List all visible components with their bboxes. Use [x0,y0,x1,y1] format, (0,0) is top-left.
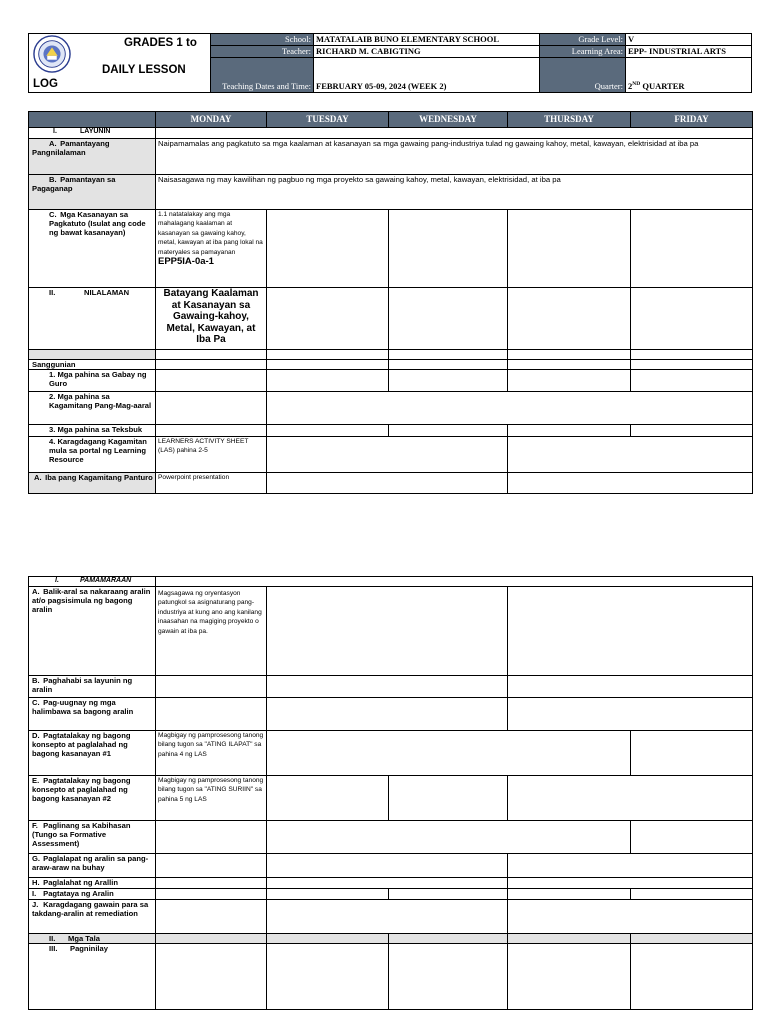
label-balik-aral: A. Balik-aral sa nakaraang aralin at/o pagsisimula ng bagong aralin [29,587,156,676]
cell [267,854,508,878]
label-kasanayan: C. Mga Kasanayan sa Pagkatuto (Isulat ang code ng bawat kasanayan) [29,210,156,288]
cell [508,587,753,676]
cell [389,425,508,437]
cell [156,350,267,360]
cell [267,360,389,370]
cell [156,392,267,425]
cell [267,698,508,731]
cell [267,776,389,821]
cell [267,944,389,1010]
cell [508,473,753,494]
cell [156,878,267,889]
cell [508,878,753,889]
label-teksbuk: 3. Mga pahina sa Teksbuk [29,425,156,437]
label-pagtatalakay-1: D. Pagtatalakay ng bagong konsepto at paglalahad ng bagong kasanayan #1 [29,731,156,776]
dates-value: FEBRUARY 05-09, 2024 (WEEK 2) [314,58,540,93]
cell [156,821,267,854]
cell [631,425,753,437]
text-pagtatalakay-2: Magbigay ng pamprosesong tanong bilang tugon sa "ATING SURIIN" sa pahina 5 ng LAS [156,776,267,821]
cell [267,370,389,392]
title-line2: DAILY LESSON [102,64,186,76]
label-pagtataya: I. Pagtataya ng Aralin [29,889,156,900]
cell [267,731,631,776]
cell [631,350,753,360]
cell [156,370,267,392]
text-balik-aral: Magsagawa ng oryentasyon patungkol sa asignaturang pang-industriya at kung ano ang kanilang inaasahan na magiging proyekto o gawain at iba pa. [156,587,267,676]
day-wednesday: WEDNESDAY [389,112,508,128]
cell [631,288,753,350]
cell [267,587,508,676]
cell [508,889,631,900]
cell [508,854,753,878]
label-pamantayan-sa-pagaganap: B. Pamantayan sa Pagaganap [29,175,156,210]
title-line1: GRADES 1 to [124,37,197,49]
label-pagninilay: III. Pagninilay [29,944,156,1010]
cell [508,370,631,392]
quarter-label: Quarter: [540,58,626,93]
dates-label: Teaching Dates and Time: [211,58,314,93]
cell [156,676,267,698]
area-label: Learning Area: [540,46,626,58]
day-monday: MONDAY [156,112,267,128]
label-paglalapat: G. Paglalapat ng aralin sa pang-araw-araw na buhay [29,854,156,878]
cell [267,473,508,494]
cell [508,944,631,1010]
cell [389,776,508,821]
section-nilalaman: II. NILALAMAN [29,288,156,350]
school-value: MATATALAIB BUNO ELEMENTARY SCHOOL [314,34,540,46]
cell [267,392,753,425]
label-pag-uugnay: C. Pag-uugnay ng mga halimbawa sa bagong aralin [29,698,156,731]
cell [389,288,508,350]
cell [156,889,267,900]
cell [156,577,753,587]
cell [389,350,508,360]
label-pagtatalakay-2: E. Pagtatalakay ng bagong konsepto at paglalahad ng bagong kasanayan #2 [29,776,156,821]
label-paglalahat: H. Paglalahat ng Arallin [29,878,156,889]
label-learning-resource: 4. Karagdagang Kagamitan mula sa portal ng Learning Resource [29,437,156,473]
area-value: EPP- INDUSTRIAL ARTS [626,46,752,58]
text-kasanayan: 1.1 natatalakay ang mga mahalagang kaalaman at kasanayan sa gawaing kahoy, metal, kawayan at iba pang lokal na materyales sa pamayanan EPP5IA-0a-1 [156,210,267,288]
text-nilalaman: Batayang Kaalaman at Kasanayan sa Gawaing-kahoy, Metal, Kawayan, at Iba Pa [156,288,267,350]
competency-code: EPP5IA-0a-1 [158,256,214,268]
cell [267,821,631,854]
cell [389,934,508,944]
label-paghahabi: B. Paghahabi sa layunin ng aralin [29,676,156,698]
cell [267,437,508,473]
cell [631,821,753,854]
label-paglinang: F. Paglinang sa Kabihasan (Tungo sa Formative Assessment) [29,821,156,854]
header-title-cell [29,34,211,93]
teacher-label: Teacher: [211,46,314,58]
cell [508,210,631,288]
cell [631,889,753,900]
grade-value: V [626,34,752,46]
cell [156,934,267,944]
cell [508,934,631,944]
cell [267,425,389,437]
label-pamantayang-pangnilalaman: A. Pamantayang Pangnilalaman [29,139,156,175]
cell [267,934,389,944]
cell [508,676,753,698]
cell [267,210,389,288]
layunin-empty [156,128,753,139]
cell [267,288,389,350]
cell [156,698,267,731]
cell [267,900,508,934]
cell [267,350,389,360]
cell [156,360,267,370]
day-header-blank [29,112,156,128]
label-iba-pang-kagamitan: A. Iba pang Kagamitang Panturo [29,473,156,494]
label-karagdagang-gawain: J. Karagdagang gawain para sa takdang-aralin at remediation [29,900,156,934]
cell [389,889,508,900]
cell [267,889,389,900]
label-kagamitang-pang-mag-aaral: 2. Mga pahina sa Kagamitang Pang-Mag-aaral [29,392,156,425]
day-tuesday: TUESDAY [267,112,389,128]
cell [631,370,753,392]
cell [389,360,508,370]
lesson-table-2 [28,576,753,1010]
deped-seal-icon [33,35,71,73]
cell [508,900,753,934]
day-thursday: THURSDAY [508,112,631,128]
cell [508,437,753,473]
cell [631,210,753,288]
teacher-value: RICHARD M. CABIGTING [314,46,540,58]
cell [156,854,267,878]
label-gabay-ng-guro: 1. Mga pahina sa Gabay ng Guro [29,370,156,392]
text-pamantayan-sa-pagaganap: Naisasagawa ng may kawilihan ng pagbuo ng mga proyekto sa gawaing kahoy, metal, kawayan, elektrisidad, at iba pa [156,175,753,210]
cell [508,425,631,437]
cell [631,360,753,370]
cell [156,944,267,1010]
quarter-value: 2ND QUARTER [626,58,752,93]
cell [389,944,508,1010]
text-iba-pang-kagamitan: Powerpoint presentation [156,473,267,494]
title-line3: LOG [33,78,58,90]
cell [631,944,753,1010]
grade-label: Grade Level: [540,34,626,46]
label-mga-tala: II. Mga Tala [29,934,156,944]
lesson-table-1 [28,111,753,494]
school-label: School: [211,34,314,46]
day-friday: FRIDAY [631,112,753,128]
cell [156,900,267,934]
cell [389,210,508,288]
cell [267,878,508,889]
text-pagtatalakay-1: Magbigay ng pamprosesong tanong bilang tugon sa "ATING ILAPAT" sa pahina 4 ng LAS [156,731,267,776]
cell [631,934,753,944]
header-table [28,33,752,93]
label-sanggunian: Sanggunian [29,360,156,370]
text-learning-resource: LEARNERS ACTIVITY SHEET (LAS) pahina 2-5 [156,437,267,473]
cell [508,360,631,370]
cell [508,350,631,360]
cell [508,288,631,350]
cell [508,776,753,821]
cell [29,350,156,360]
section-pamamaraan: I. PAMAMARAAN [29,577,156,587]
section-layunin: I. LAYUNIN [29,128,156,139]
text-pamantayang-pangnilalaman: Naipamamalas ang pagkatuto sa mga kaalaman at kasanayan sa mga gawaing pang-industriya tulad ng gawaing kahoy, metal, kawayan, elektrisidad at iba pa [156,139,753,175]
cell [156,425,267,437]
cell [267,676,508,698]
cell [389,370,508,392]
cell [508,698,753,731]
cell [631,731,753,776]
